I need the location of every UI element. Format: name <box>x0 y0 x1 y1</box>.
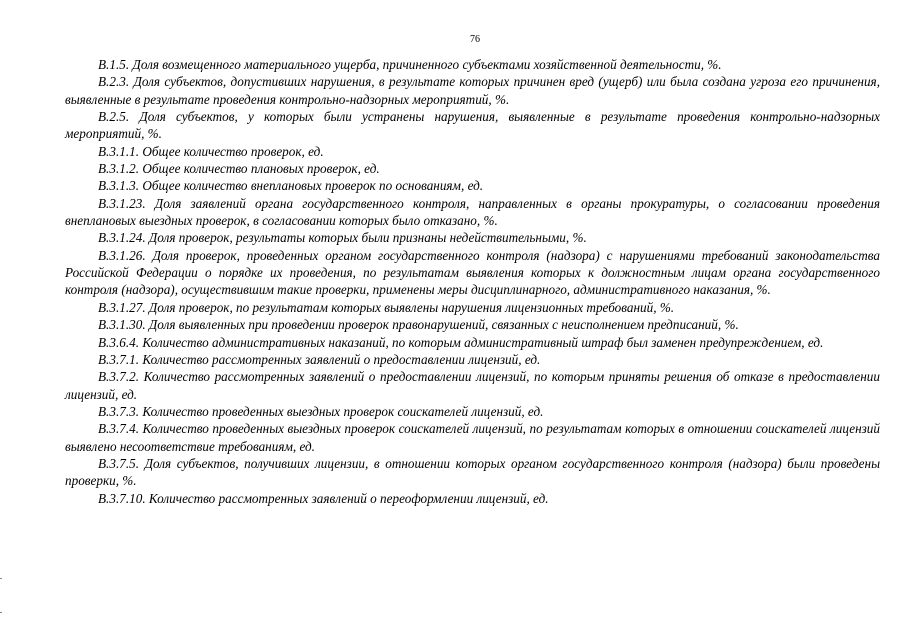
paragraph-b-3-7-2: В.3.7.2. Количество рассмотренных заявлений о предоставлении лицензий, по которым приняты решения об отказе в предоставлении лицензий, ед. <box>65 369 880 402</box>
paragraph-b-3-1-26: В.3.1.26. Доля проверок, проведенных органом государственного контроля (надзора) с нарушениями требований законодательства Российской Федерации о порядке их проведения, по результатам выявления которых к должностным лицам органа государственного контроля (надзора), осуществившим такие проверки, применены меры дисциплинарного, административного наказания, %. <box>65 247 880 298</box>
paragraph-b-1-5: В.1.5. Доля возмещенного материального ущерба, причиненного субъектами хозяйственной деятельности, %. <box>98 57 722 72</box>
paragraph-b-2-3: В.2.3. Доля субъектов, допустивших нарушения, в результате которых причинен вред (ущерб) или была создана угроза его причинения, выявленные в результате проведения контрольно-надзорных мероприятий, %. <box>65 74 880 107</box>
paragraph-b-2-5: В.2.5. Доля субъектов, у которых были устранены нарушения, выявленные в результате проведения контрольно-надзорных мероприятий, %. <box>65 109 880 142</box>
paragraph-b-3-7-10: В.3.7.10. Количество рассмотренных заявлений о переоформлении лицензий, ед. <box>98 490 549 506</box>
paragraph-b-3-7-5: В.3.7.5. Доля субъектов, получивших лицензии, в отношении которых органом государственного контроля (надзора) были проведены проверки, %. <box>65 455 880 489</box>
page-body <box>65 56 880 507</box>
paragraph-b-3-1-1: В.3.1.1. Общее количество проверок, ед. <box>98 143 324 159</box>
paragraph-b-3-1-24: В.3.1.24. Доля проверок, результаты которых были признаны недействительными, %. <box>98 230 587 246</box>
paragraph-b-3-1-3: В.3.1.3. Общее количество внеплановых проверок по основаниям, ед. <box>98 178 484 194</box>
paragraph-b-3-7-4: В.3.7.4. Количество проведенных выездных проверок соискателей лицензий, по результатам которых в отношении соискателей лицензий выявлено несоответствие требованиям, ед. <box>65 421 880 454</box>
paragraph-b-3-1-2: В.3.1.2. Общее количество плановых проверок, ед. <box>98 161 380 177</box>
scan-edge-mark <box>0 578 2 579</box>
paragraph-b-3-1-30: В.3.1.30. Доля выявленных при проведении проверок правонарушений, связанных с неисполнением предписаний, %. <box>98 317 739 333</box>
paragraph-b-3-6-4: В.3.6.4. Количество административных наказаний, по которым административный штраф был заменен предупреждением, ед. <box>98 334 824 350</box>
page-number: 76 <box>470 34 480 45</box>
paragraph-b-3-7-3: В.3.7.3. Количество проведенных выездных проверок соискателей лицензий, ед. <box>98 403 544 419</box>
paragraph-b-3-1-23: В.3.1.23. Доля заявлений органа государственного контроля, направленных в органы прокуратуры, о согласовании проведения внеплановых выездных проверок, в согласовании которых было отказано, %. <box>65 195 880 229</box>
scan-edge-mark <box>0 612 2 613</box>
paragraph-b-3-7-1: В.3.7.1. Количество рассмотренных заявлений о предоставлении лицензий, ед. <box>98 351 541 367</box>
paragraph-b-3-1-27: В.3.1.27. Доля проверок, по результатам которых выявлены нарушения лицензионных требований, %. <box>98 299 675 315</box>
